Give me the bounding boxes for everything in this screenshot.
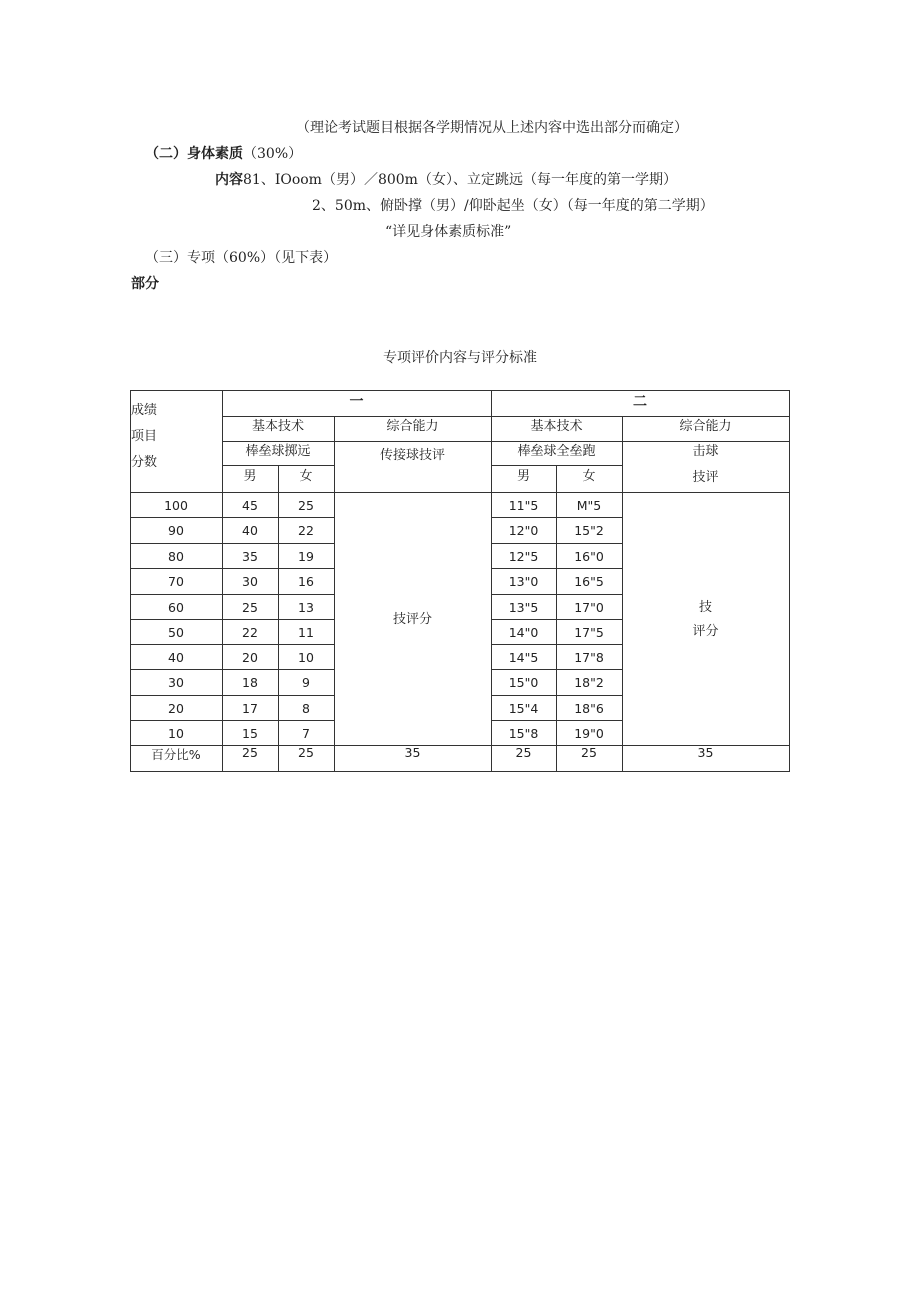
- row-rule: [491, 720, 623, 721]
- g2-female-cell: 18"6: [574, 701, 604, 716]
- g2-female-cell: 18"2: [574, 675, 604, 690]
- g2-female-cell: M"5: [576, 498, 602, 513]
- content-label: 内容: [215, 172, 243, 188]
- g1-male-cell: 18: [242, 675, 258, 690]
- corner-label-points: 分数: [131, 455, 158, 470]
- g2-merged-evaluation-2: 评分: [692, 624, 719, 639]
- g2-female-cell: 19"0: [574, 726, 604, 741]
- theory-note: （理论考试题目根据各学期情况从上述内容中选出部分而确定）: [296, 120, 688, 136]
- special-heading: [145, 249, 337, 267]
- row-rule: [491, 619, 623, 620]
- row-rule: [130, 695, 335, 696]
- score-cell: 50: [168, 625, 184, 640]
- row-rule: [130, 543, 335, 544]
- physical-heading: [145, 145, 302, 163]
- score-cell: 60: [168, 600, 184, 615]
- standard-note: “详见身体素质标准”: [385, 224, 512, 240]
- corner-label-item: 项目: [131, 429, 158, 444]
- pct-cell: 25: [515, 745, 532, 760]
- g1-ability-heading: 综合能力: [386, 419, 439, 434]
- g2-male-cell: 12"5: [508, 549, 539, 564]
- g1-female-cell: 11: [298, 625, 314, 640]
- physical-heading-pct: （30%）: [243, 146, 303, 162]
- physical-heading-label: （二）身体素质: [145, 146, 243, 162]
- g1-male-cell: 22: [242, 625, 258, 640]
- score-cell: 80: [168, 549, 184, 564]
- row-rule: [130, 619, 335, 620]
- g2-ability-heading: 综合能力: [679, 419, 732, 434]
- g2-female-cell: 16"0: [574, 549, 604, 564]
- content-line-1-text: 81、IOoom（男）／800m（女）、立定跳远（每一年度的第一学期）: [243, 172, 677, 188]
- group-one-heading: 一: [349, 394, 364, 410]
- g1-male-cell: 20: [242, 650, 258, 665]
- pct-cell: 35: [404, 745, 421, 760]
- row-rule: [130, 669, 335, 670]
- g2-male-cell: 15"8: [508, 726, 539, 741]
- corner-label-score: 成绩: [131, 403, 158, 418]
- row-rule: [491, 669, 623, 670]
- g2-male-cell: 13"5: [508, 600, 539, 615]
- g2-ability-item-heading-2: 技评: [692, 470, 719, 485]
- row-rule: [491, 644, 623, 645]
- pct-cell: 25: [298, 745, 314, 760]
- row-rule: [130, 594, 335, 595]
- content-line-1: [215, 171, 677, 189]
- g1-male-heading: 男: [243, 469, 257, 484]
- g1-female-cell: 7: [302, 726, 310, 741]
- g1-merged-evaluation: 技评分: [392, 612, 432, 627]
- table-border-top: [130, 390, 790, 391]
- g2-female-cell: 16"5: [574, 574, 604, 589]
- g2-ability-item-heading: 击球: [692, 444, 719, 459]
- pct-label: 百分比%: [151, 747, 201, 762]
- g2-male-heading: 男: [516, 469, 530, 484]
- g1-female-cell: 9: [302, 675, 310, 690]
- row-rule: [491, 543, 623, 544]
- g1-female-heading: 女: [299, 469, 313, 484]
- g1-male-cell: 35: [242, 549, 258, 564]
- g1-male-cell: 25: [242, 600, 258, 615]
- header-rule: [222, 416, 790, 417]
- g1-male-cell: 30: [242, 574, 258, 589]
- g2-male-cell: 15"0: [508, 675, 539, 690]
- row-rule: [130, 720, 335, 721]
- g1-female-cell: 19: [298, 549, 314, 564]
- table-border-right: [789, 390, 790, 772]
- g1-male-cell: 17: [242, 701, 258, 716]
- score-table: [130, 390, 789, 771]
- header-rule: [491, 465, 623, 466]
- group-two-heading: 二: [633, 394, 647, 410]
- score-cell: 30: [168, 675, 184, 690]
- g1-ability-item-heading: 传接球技评: [379, 448, 445, 463]
- content-line-2: 2、50m、俯卧撑（男）/仰卧起坐（女）（每一年度的第二学期）: [312, 198, 714, 214]
- g2-basic-heading: 基本技术: [530, 419, 583, 434]
- score-cell: 70: [168, 574, 184, 589]
- g1-basic-heading: 基本技术: [251, 419, 304, 434]
- g2-male-cell: 12"0: [508, 523, 539, 538]
- g1-item-heading: 棒垒球掷远: [245, 444, 311, 459]
- g1-female-cell: 10: [298, 650, 314, 665]
- g2-female-cell: 15"2: [574, 523, 604, 538]
- g1-female-cell: 25: [298, 498, 314, 513]
- row-rule: [491, 568, 623, 569]
- g2-female-heading: 女: [582, 469, 596, 484]
- row-rule: [130, 644, 335, 645]
- pct-cell: 35: [697, 745, 714, 760]
- g1-male-cell: 45: [242, 498, 258, 513]
- score-cell: 100: [164, 498, 188, 513]
- row-rule: [130, 517, 335, 518]
- score-cell: 10: [168, 726, 184, 741]
- row-rule: [491, 594, 623, 595]
- score-cell: 40: [168, 650, 184, 665]
- row-rule: [491, 517, 623, 518]
- g2-female-cell: 17"8: [574, 650, 604, 665]
- g2-male-cell: 14"0: [508, 625, 539, 640]
- g2-merged-evaluation-1: 技: [698, 600, 712, 615]
- header-rule: [130, 492, 790, 493]
- g2-female-cell: 17"5: [574, 625, 604, 640]
- pct-cell: 25: [581, 745, 597, 760]
- g1-male-cell: 40: [242, 523, 258, 538]
- g2-male-cell: 11"5: [508, 498, 539, 513]
- g1-female-cell: 22: [298, 523, 314, 538]
- part-label: 部分: [131, 276, 159, 292]
- pct-cell: 25: [242, 745, 258, 760]
- g2-male-cell: 14"5: [508, 650, 539, 665]
- g1-male-cell: 15: [242, 726, 258, 741]
- table-title: 专项评价内容与评分标准: [383, 350, 537, 366]
- g1-female-cell: 13: [298, 600, 314, 615]
- special-heading-label: （三）专项: [145, 250, 215, 266]
- row-rule: [491, 695, 623, 696]
- g1-female-cell: 16: [298, 574, 314, 589]
- g2-male-cell: 13"0: [508, 574, 539, 589]
- score-cell: 90: [168, 523, 184, 538]
- g2-female-cell: 17"0: [574, 600, 604, 615]
- g1-female-cell: 8: [302, 701, 310, 716]
- header-rule: [222, 441, 790, 442]
- table-border-bottom: [130, 771, 790, 772]
- g2-item-heading: 棒垒球全垒跑: [517, 444, 596, 459]
- score-cell: 20: [168, 701, 184, 716]
- row-rule: [130, 568, 335, 569]
- g2-male-cell: 15"4: [508, 701, 539, 716]
- special-heading-rest: （60%）（见下表）: [215, 250, 338, 266]
